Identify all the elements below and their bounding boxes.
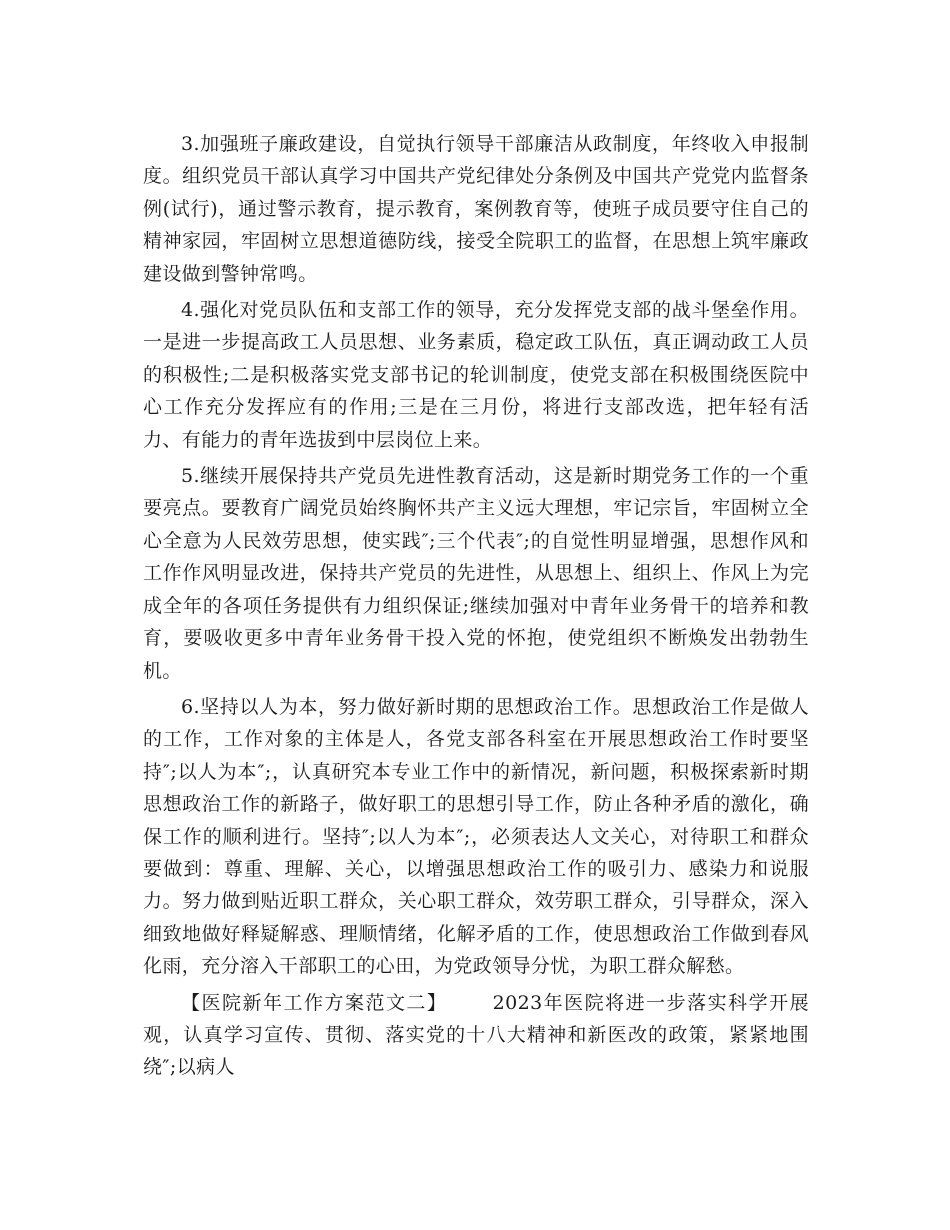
- section-text: 2023年医院将进一步落实科学开展观，认真学习宣传、贯彻、落实党的十八大精神和新医改的政策，紧紧地围绕″;以病人: [143, 991, 809, 1079]
- paragraph-item-4: 4.强化对党员队伍和支部工作的领导，充分发挥党支部的战斗堡垒作用。一是进一步提高政工人员思想、业务素质，稳定政工队伍，真正调动政工人员的积极性;二是积极落实党支部书记的轮训制度，使党支部在积极围绕医院中心工作充分发挥应有的作用;三是在三月份，将进行支部改选，把年轻有活力、有能力的青年选拔到中层岗位上来。: [143, 299, 809, 451]
- paragraph-item-3: 3.加强班子廉政建设，自觉执行领导干部廉洁从政制度，年终收入申报制度。组织党员干部认真学习中国共产党纪律处分条例及中国共产党党内监督条例(试行)，通过警示教育，提示教育，案例教育等，使班子成员要守住自己的精神家园，牢固树立思想道德防线，接受全院职工的监督，在思想上筑牢廉政建设做到警钟常鸣。: [143, 133, 809, 285]
- document-body: [143, 128, 809, 1088]
- section-paragraph: [143, 987, 809, 1084]
- heading-gap: [447, 992, 492, 1014]
- paragraph-item-5: 5.继续开展保持共产党员先进性教育活动，这是新时期党务工作的一个重要亮点。要教育广阔党员始终胸怀共产主义远大理想，牢记宗旨，牢固树立全心全意为人民效劳思想，使实践″;三个代表″;的自觉性明显增强，思想作风和工作作风明显改进，保持共产党员的先进性，从思想上、组织上、作风上为完成全年的各项任务提供有力组织保证;继续加强对中青年业务骨干的培养和教育，要吸收更多中青年业务骨干投入党的怀抱，使党组织不断焕发出勃勃生机。: [143, 465, 809, 682]
- section-heading: 【医院新年工作方案范文二】: [181, 991, 448, 1014]
- paragraph-item-6: 6.坚持以人为本，努力做好新时期的思想政治工作。思想政治工作是做人的工作，工作对象的主体是人，各党支部各科室在开展思想政治工作时要坚持″;以人为本″;，认真研究本专业工作中的新情况，新问题，积极探索新时期思想政治工作的新路子，做好职工的思想引导工作，防止各种矛盾的激化，确保工作的顺利进行。坚持″;以人为本″;，必须表达人文关心，对待职工和群众要做到：尊重、理解、关心，以增强思想政治工作的吸引力、感染力和说服力。努力做到贴近职工群众，关心职工群众，效劳职工群众，引导群众，深入细致地做好释疑解惑、理顺情绪，化解矛盾的工作，使思想政治工作做到春风化雨，充分溶入干部职工的心田，为党政领导分忧，为职工群众解愁。: [143, 695, 809, 978]
